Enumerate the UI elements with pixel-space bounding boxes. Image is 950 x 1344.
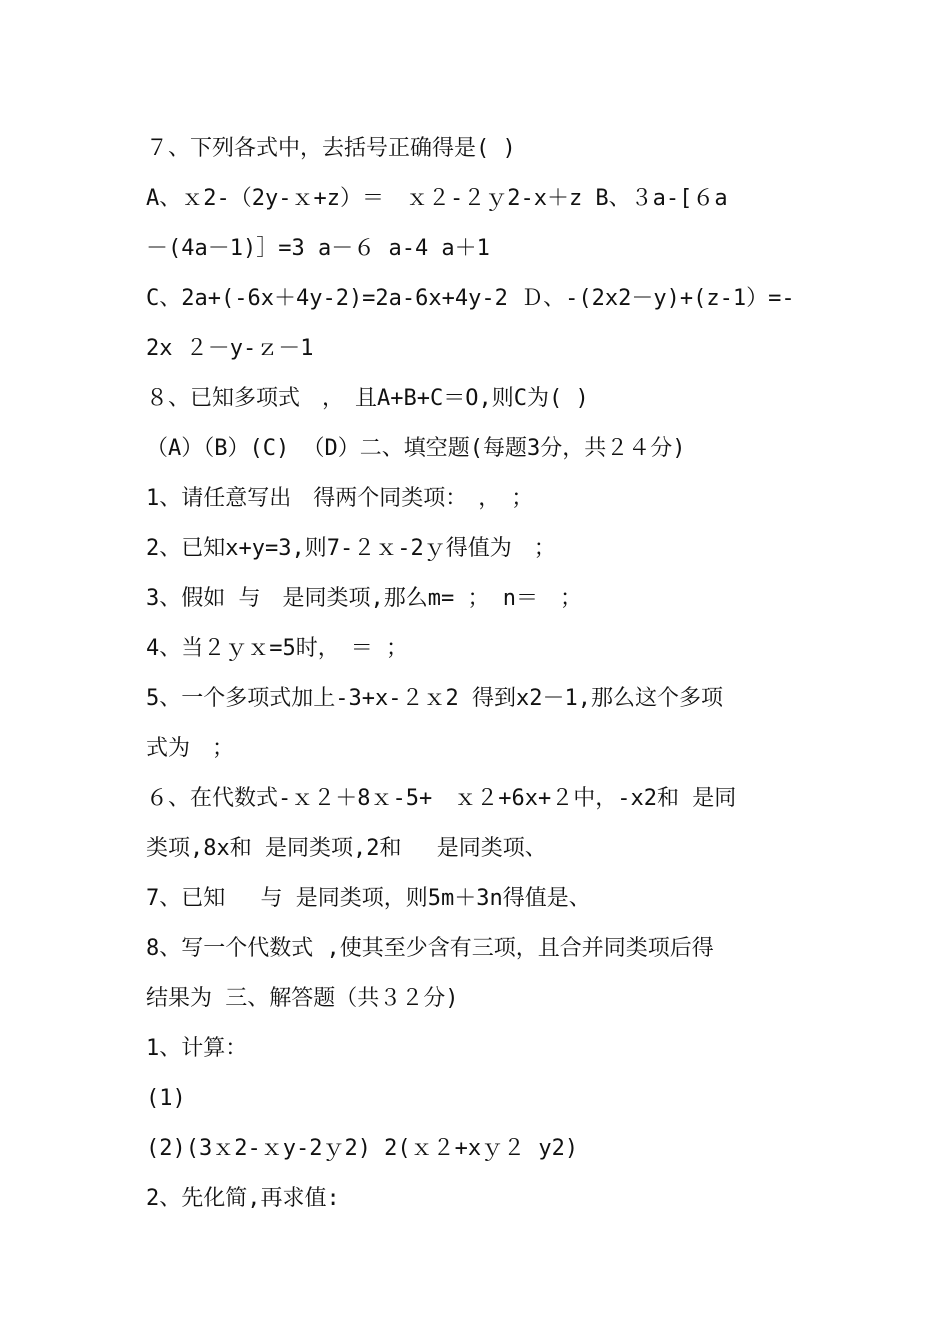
question-7-option-b-continued: －(4a－1)］=3 a－６ a-4 a＋1 (146, 236, 490, 261)
question-7-stem: ７、下列各式中，去括号正确得是( ) (146, 136, 516, 161)
question-8-stem: ８、已知多项式 ， 且A+B+C＝O,则C为( ) (146, 386, 589, 411)
fill-question-2: 2、已知x+y=3,则7-２ｘ-2ｙ得值为 ； (146, 536, 556, 561)
solve-question-2: 2、先化简,再求值: (146, 1186, 340, 1211)
fill-question-3: 3、假如 与 是同类项,那么m= ； n＝ ； (146, 586, 582, 611)
fill-question-4: 4、当２ｙｘ=5时， ＝ ； (146, 636, 408, 661)
question-8-options-and-section-2-heading: （A）（B）(C) （D）二、填空题(每题3分，共２４分) (146, 436, 686, 461)
fill-question-8: 8、写一个代数式 ,使其至少含有三项，且合并同类项后得 (146, 936, 714, 961)
fill-question-8-continued-and-section-3-heading: 结果为 三、解答题（共３２分) (146, 986, 459, 1011)
solve-question-1-part-2: (2)(3ｘ2-ｘy-2ｙ2) 2(ｘ２+xｙ２ y2) (146, 1136, 579, 1161)
question-7-options-ab: A、ｘ2-（2y-ｘ+z）＝ ｘ２-２ｙ2-x＋z B、３a-[６a (146, 186, 728, 211)
fill-question-5-continued: 式为 ； (146, 736, 235, 761)
fill-question-6: ６、在代数式-ｘ２＋8ｘ-5+ ｘ２+6x+２中，-x2和 是同 (146, 786, 737, 811)
fill-question-1: 1、请任意写出 得两个同类项： ， ； (146, 486, 534, 511)
question-7-options-cd: C、2a+(-6x＋4y-2)=2a-6x+4y-2 Ｄ、-(2x2－y)+(z-1）=- (146, 286, 795, 311)
fill-question-5: 5、一个多项式加上-3+x-２ｘ2 得到x2－1,那么这个多项 (146, 686, 723, 711)
fill-question-7: 7、已知 与 是同类项，则5m＋3n得值是、 (146, 886, 591, 911)
fill-question-6-continued: 类项,8x和 是同类项,2和 是同类项、 (146, 836, 547, 861)
solve-question-1-part-1: (1) (146, 1086, 186, 1111)
document-body (146, 124, 806, 1224)
question-7-option-d-continued: 2x ２－y-ｚ－1 (146, 336, 314, 361)
solve-question-1: 1、计算： (146, 1036, 248, 1061)
